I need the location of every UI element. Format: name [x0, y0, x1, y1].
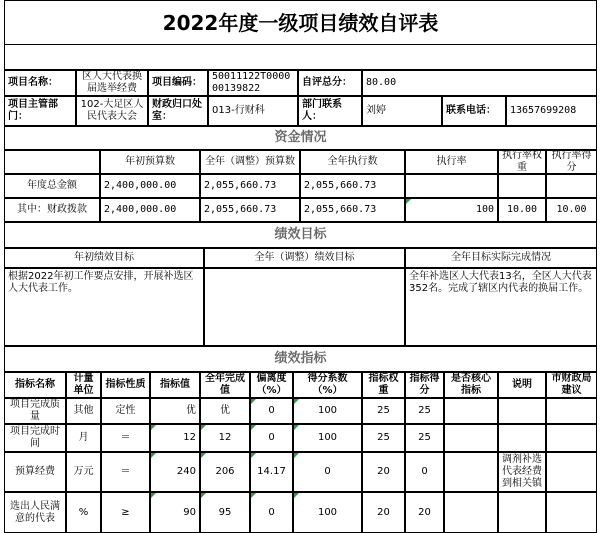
goals-initial-text: 根据2022年初工作要点安排，开展补选区人大代表工作。: [4, 268, 204, 346]
funds-row-fiscal-executed: 2,055,660.73: [300, 198, 405, 222]
indicator-done-row-4: 95: [200, 492, 250, 533]
indicators-section-title: 绩效指标: [4, 346, 597, 372]
indicator-advice-row-1: [546, 398, 597, 424]
indicator-deviation-row-2: 0: [250, 424, 293, 452]
indicator-value-row-4: 90: [150, 492, 200, 533]
indicator-deviation-row-3: 14.17: [250, 452, 293, 492]
funds-row-fiscal-label: 其中：财政拨款: [4, 198, 100, 222]
funds-row-fiscal-score: 10.00: [546, 198, 597, 222]
indicator-weight-row-1: 25: [362, 398, 405, 424]
indicator-name-header: 指标名称: [4, 372, 66, 398]
blank-row: [4, 44, 597, 70]
indicator-note-header: 说明: [498, 372, 546, 398]
indicator-coefficient-header: 得分系数（%）: [293, 372, 362, 398]
finance-label: 财政归口处室：: [148, 96, 208, 126]
indicator-unit-row-3: 万元: [66, 452, 101, 492]
funds-row-total-weight: [498, 174, 546, 198]
indicator-done-header: 全年完成值: [200, 372, 250, 398]
goals-header-actual: 全年目标实际完成情况: [405, 248, 597, 268]
indicator-nature-header: 指标性质: [101, 372, 150, 398]
indicator-deviation-row-1: 0: [250, 398, 293, 424]
funds-header-rate: 执行率: [405, 150, 498, 174]
indicator-deviation-row-4: 0: [250, 492, 293, 533]
goals-section-title: 绩效目标: [4, 222, 597, 248]
indicator-nature-row-1: 定性: [101, 398, 150, 424]
project-name-value: 区人大代表换届选举经费: [76, 70, 148, 96]
indicator-coefficient-row-1: 100: [293, 398, 362, 424]
indicator-score-row-4: 20: [405, 492, 444, 533]
phone-label: 联系电话：: [442, 96, 506, 126]
indicator-unit-row-1: 其他: [66, 398, 101, 424]
page-title: 2022年度一级项目绩效自评表: [4, 0, 597, 44]
indicator-core-row-4: [444, 492, 498, 533]
indicator-nature-row-2: ＝: [101, 424, 150, 452]
indicator-advice-header: 市财政局建议: [546, 372, 597, 398]
indicator-deviation-header: 偏离度（%）: [250, 372, 293, 398]
funds-row-fiscal-weight: 10.00: [498, 198, 546, 222]
indicator-name-row-3: 预算经费: [4, 452, 66, 492]
goals-header-initial: 年初绩效目标: [4, 248, 204, 268]
indicator-coefficient-row-2: 100: [293, 424, 362, 452]
goals-actual-text: 全年补选区人大代表13名，全区人大代表352名。完成了辖区内代表的换届工作。: [405, 268, 597, 346]
indicator-note-row-4: [498, 492, 546, 533]
indicator-weight-row-2: 25: [362, 424, 405, 452]
indicator-value-row-2: 12: [150, 424, 200, 452]
funds-header-adjusted: 全年（调整）预算数: [200, 150, 300, 174]
funds-row-fiscal-initial: 2,400,000.00: [100, 198, 200, 222]
indicator-done-row-3: 206: [200, 452, 250, 492]
funds-row-total-adjusted: 2,055,660.73: [200, 174, 300, 198]
goals-adjusted-text: [204, 268, 405, 346]
indicator-core-row-3: [444, 452, 498, 492]
dept-value: 102-大足区人民代表大会: [76, 96, 148, 126]
funds-header-weight: 执行率权重: [498, 150, 546, 174]
indicator-note-row-1: [498, 398, 546, 424]
indicator-weight-header: 指标权重: [362, 372, 405, 398]
contact-value: 刘婷: [362, 96, 442, 126]
indicator-unit-header: 计量单位: [66, 372, 101, 398]
indicator-score-row-3: 0: [405, 452, 444, 492]
indicator-nature-row-3: ＝: [101, 452, 150, 492]
funds-row-fiscal-adjusted: 2,055,660.73: [200, 198, 300, 222]
score-value: 80.00: [362, 70, 597, 96]
indicator-advice-row-4: [546, 492, 597, 533]
indicator-score-row-2: 25: [405, 424, 444, 452]
funds-header-initial: 年初预算数: [100, 150, 200, 174]
funds-header-executed: 全年执行数: [300, 150, 405, 174]
indicator-advice-row-3: [546, 452, 597, 492]
finance-value: 013-行财科: [208, 96, 298, 126]
funds-row-fiscal-rate: 100: [405, 198, 498, 222]
funds-row-total-score: [546, 174, 597, 198]
indicator-nature-row-4: ≥: [101, 492, 150, 533]
indicator-core-row-2: [444, 424, 498, 452]
indicator-name-row-4: 选出人民满意的代表: [4, 492, 66, 533]
project-code-value: 50011122T000000139822: [208, 70, 298, 96]
project-name-label: 项目名称：: [4, 70, 76, 96]
dept-label: 项目主管部门：: [4, 96, 76, 126]
score-label: 自评总分：: [298, 70, 362, 96]
indicator-unit-row-2: 月: [66, 424, 101, 452]
indicator-name-row-2: 项目完成时间: [4, 424, 66, 452]
funds-section-title: 资金情况: [4, 126, 597, 150]
indicator-advice-row-2: [546, 424, 597, 452]
indicator-coefficient-row-4: 100: [293, 492, 362, 533]
indicator-note-row-2: [498, 424, 546, 452]
funds-row-total-rate: [405, 174, 498, 198]
funds-row-total-label: 年度总金额: [4, 174, 100, 198]
project-code-label: 项目编码：: [148, 70, 208, 96]
indicator-value-row-3: 240: [150, 452, 200, 492]
indicator-unit-row-4: %: [66, 492, 101, 533]
indicator-weight-row-4: 20: [362, 492, 405, 533]
funds-header-score: 执行率得分: [546, 150, 597, 174]
indicator-score-row-1: 25: [405, 398, 444, 424]
funds-row-total-executed: 2,055,660.73: [300, 174, 405, 198]
indicator-core-row-1: [444, 398, 498, 424]
goals-header-adjusted: 全年（调整）绩效目标: [204, 248, 405, 268]
indicator-value-row-1: 优: [150, 398, 200, 424]
phone-value: 13657699208: [506, 96, 597, 126]
indicator-done-row-2: 12: [200, 424, 250, 452]
funds-row-total-initial: 2,400,000.00: [100, 174, 200, 198]
indicator-coefficient-row-3: 0: [293, 452, 362, 492]
indicator-note-row-3: 调剂补选代表经费到相关镇: [498, 452, 546, 492]
indicator-score-header: 指标得分: [405, 372, 444, 398]
indicator-core-header: 是否核心指标: [444, 372, 498, 398]
funds-header-blank: [4, 150, 100, 174]
indicator-value-header: 指标值: [150, 372, 200, 398]
contact-label: 部门联系人：: [298, 96, 362, 126]
indicator-weight-row-3: 20: [362, 452, 405, 492]
indicator-name-row-1: 项目完成质量: [4, 398, 66, 424]
indicator-done-row-1: 优: [200, 398, 250, 424]
